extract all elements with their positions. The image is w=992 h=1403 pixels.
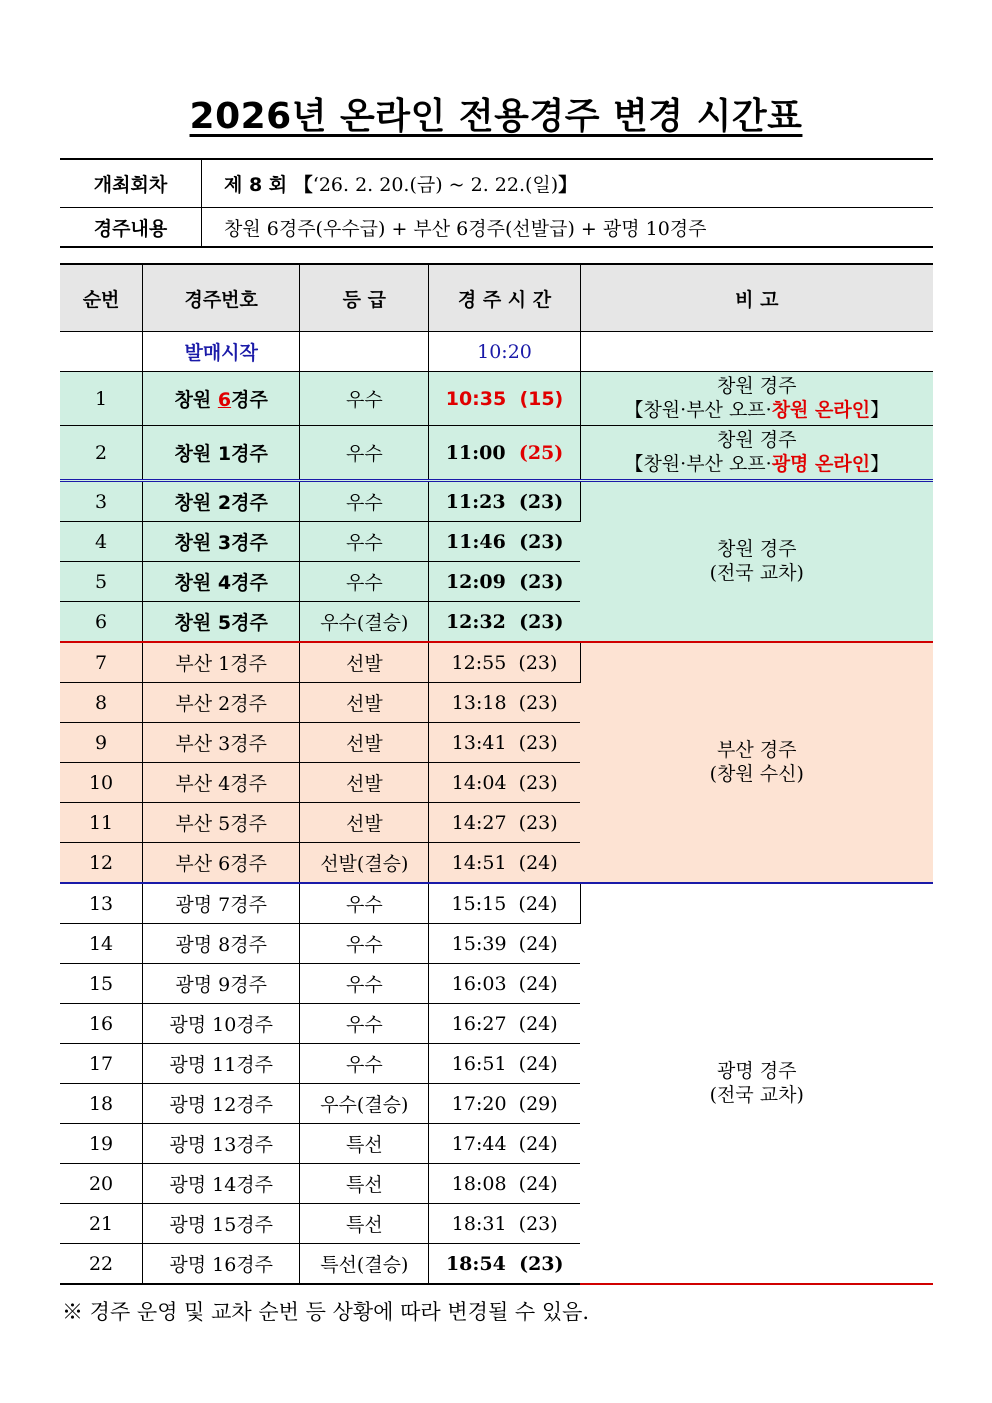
sale-start-row — [60, 332, 933, 372]
header-no: 순번 — [60, 264, 143, 332]
header-remarks: 비 고 — [580, 264, 933, 332]
table-row: 12 부산 6경주 선발(결승) 14:51 (24) — [60, 843, 933, 884]
remark-changwon: 창원 경주 (전국 교차) — [580, 481, 933, 643]
header-race: 경주번호 — [143, 264, 300, 332]
table-row: 3 창원 2경주 우수 11:23 (23) 창원 경주 (전국 교차) — [60, 481, 933, 522]
table-row: 13 광명 7경주 우수 15:15 (24) 광명 경주 (전국 교차) — [60, 883, 933, 924]
remark-r1: 창원 경주 【창원·부산 오프·창원 온라인】 — [580, 372, 933, 426]
table-row: 20 광명 14경주 특선 18:08 (24) — [60, 1164, 933, 1204]
table-row: 14 광명 8경주 우수 15:39 (24) — [60, 924, 933, 964]
page-title: 2026년 온라인 전용경주 변경 시간표 — [189, 96, 803, 137]
session-row — [60, 159, 933, 208]
table-row: 10 부산 4경주 선발 14:04 (23) — [60, 763, 933, 803]
table-row: 22 광명 16경주 특선(결승) 18:54 (23) — [60, 1244, 933, 1285]
footnote: ※ 경주 운영 및 교차 순번 등 상황에 따라 변경될 수 있음. — [62, 1300, 590, 1324]
table-row: 9 부산 3경주 선발 13:41 (23) — [60, 723, 933, 763]
table-row: 6 창원 5경주 우수(결승) 12:32 (23) — [60, 602, 933, 643]
remark-gwangmyeong: 광명 경주 (전국 교차) — [580, 883, 933, 1284]
table-row: 11 부산 5경주 선발 14:27 (23) — [60, 803, 933, 843]
sale-start-label: 발매시작 — [143, 332, 300, 372]
schedule-table — [60, 263, 933, 1285]
table-row: 15 광명 9경주 우수 16:03 (24) — [60, 964, 933, 1004]
remark-r2: 창원 경주 【창원·부산 오프·광명 온라인】 — [580, 426, 933, 481]
table-row: 19 광명 13경주 특선 17:44 (24) — [60, 1124, 933, 1164]
table-row: 18 광명 12경주 우수(결승) 17:20 (29) — [60, 1084, 933, 1124]
session-value: 제 8 회 【‘26. 2. 20.(금) ~ 2. 22.(일)】 — [202, 159, 934, 208]
table-row: 2 창원 1경주 우수 11:00 (25) 창원 경주 【창원·부산 오프·광명 온라인】 — [60, 426, 933, 481]
race-name: 창원 6경주 — [143, 372, 300, 426]
session-label: 개최회차 — [60, 159, 202, 208]
sale-start-time: 10:20 — [429, 332, 580, 372]
table-header — [60, 264, 933, 332]
table-row: 8 부산 2경주 선발 13:18 (23) — [60, 683, 933, 723]
header-time: 경 주 시 간 — [429, 264, 580, 332]
table-row: 5 창원 4경주 우수 12:09 (23) — [60, 562, 933, 602]
table-row: 21 광명 15경주 특선 18:31 (23) — [60, 1204, 933, 1244]
content-row — [60, 208, 933, 248]
content-label: 경주내용 — [60, 208, 202, 248]
table-row: 4 창원 3경주 우수 11:46 (23) — [60, 522, 933, 562]
header-grade: 등 급 — [300, 264, 429, 332]
table-row: 7 부산 1경주 선발 12:55 (23) 부산 경주 (창원 수신) — [60, 642, 933, 683]
content-value: 창원 6경주(우수급) + 부산 6경주(선발급) + 광명 10경주 — [202, 208, 934, 248]
info-table — [60, 158, 933, 248]
table-row: 17 광명 11경주 우수 16:51 (24) — [60, 1044, 933, 1084]
table-row: 16 광명 10경주 우수 16:27 (24) — [60, 1004, 933, 1044]
table-row: 1 창원 6경주 우수 10:35 (15) 창원 경주 【창원·부산 오프·창원 온라인】 — [60, 372, 933, 426]
remark-busan: 부산 경주 (창원 수신) — [580, 642, 933, 883]
